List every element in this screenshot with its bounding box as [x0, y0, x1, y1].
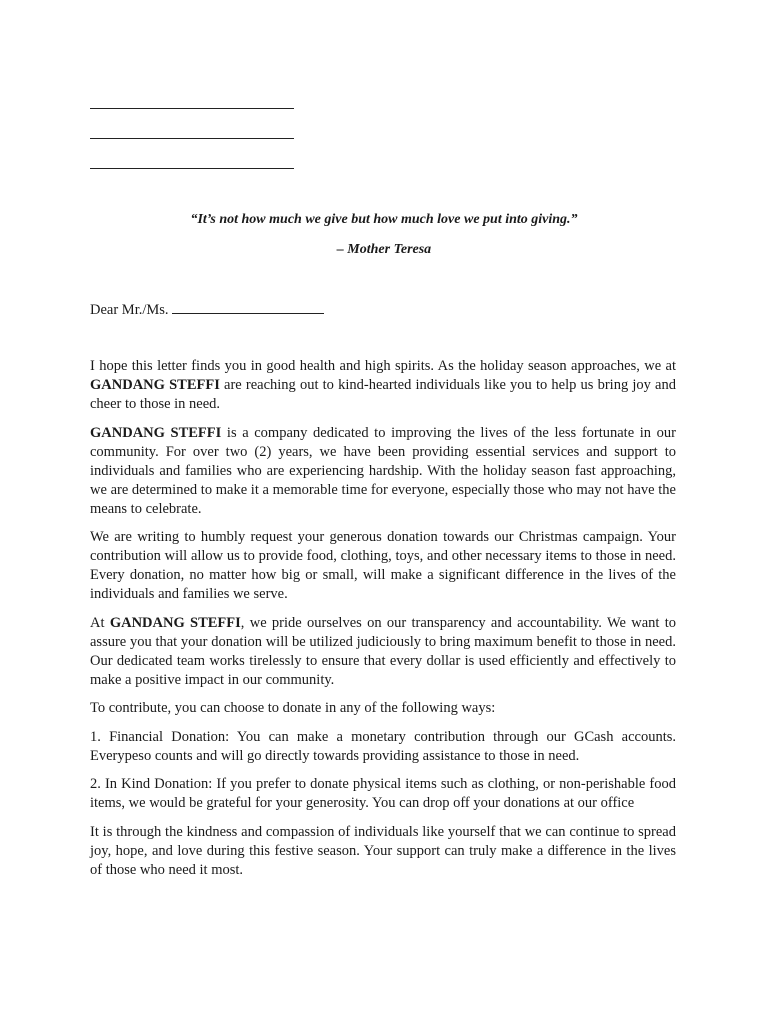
company-name: GANDANG STEFFI: [109, 614, 241, 631]
paragraph-1-text-b: are reaching out to kind-hearted individuals like you to help us bring joy and cheer to those in need.: [90, 377, 676, 412]
quote-author-text: – Mother Teresa: [336, 242, 432, 257]
paragraph-1: [90, 357, 676, 414]
company-name: GANDANG STEFFI: [90, 377, 220, 393]
paragraph-4-text-a: At: [90, 614, 110, 631]
paragraph-2: [90, 424, 676, 519]
recipient-name-blank: [172, 299, 324, 314]
quote-text: “It’s not how much we give but how much love we put into giving.”: [190, 212, 578, 227]
paragraph-8: It is through the kindness and compassion of individuals like yourself that we can continue to spread joy, hope, and love during this festive season. Your support can truly make a difference in the lives of those who need it most.: [90, 823, 676, 878]
quote-author: [0, 241, 768, 259]
paragraph-5: To contribute, you can choose to donate in any of the following ways:: [90, 700, 496, 716]
paragraph-4-text-b: , we pride ourselves on our transparency and accountability. We want to assure you that your donation will be utilized judiciously to bring maximum benefit to those in need. Our dedicated team works tirelessly to ensure that every dollar is used efficiently and effectively to make a positive impact in our community.: [90, 614, 676, 688]
salutation-text: Dear Mr./Ms.: [90, 302, 169, 318]
company-name: GANDANG STEFFI: [90, 424, 222, 441]
salutation: [90, 299, 324, 320]
paragraph-6: 1. Financial Donation: You can make a monetary contribution through our GCash accounts. Everypeso counts and will go directly towards providing assistance to those in need.: [90, 728, 676, 764]
paragraph-4: [90, 614, 676, 690]
paragraph-2-text: is a company dedicated to improving the lives of the less fortunate in our community. For over two (2) years, we have been providing essential services and support to individuals and families who are experiencing hardship. With the holiday season fast approaching, we are determined to make it a memorable time for everyone, especially those who may not have the means to celebrate.: [90, 424, 676, 517]
paragraph-3: We are writing to humbly request your generous donation towards our Christmas campaign. Your contribution will allow us to provide food, clothing, toys, and other necessary items to those in need. Every donation, no matter how big or small, will make a significant difference in the lives of the individuals and families we serve.: [90, 529, 676, 602]
letter-body: [90, 357, 676, 889]
paragraph-1-text-a: I hope this letter finds you in good health and high spirits. As the holiday season approaches, we at: [90, 358, 676, 374]
address-blank-line-1: [90, 108, 294, 109]
address-blank-line-2: [90, 138, 294, 139]
address-blank-line-3: [90, 168, 294, 169]
paragraph-7: 2. In Kind Donation: If you prefer to donate physical items such as clothing, or non-perishable food items, we would be grateful for your generosity. You can drop off your donations at our office: [90, 776, 676, 811]
